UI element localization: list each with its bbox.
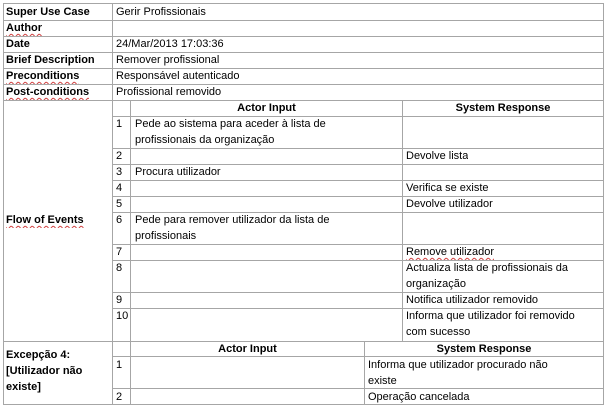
system-response: Notifica utilizador removido xyxy=(406,294,539,306)
system-response: existe xyxy=(368,375,397,387)
actor-input: profissionais da organização xyxy=(135,134,275,146)
step-number: 2 xyxy=(116,150,123,162)
step-number: 9 xyxy=(116,294,123,306)
system-response: com sucesso xyxy=(406,326,471,338)
system-response: Verifica se existe xyxy=(406,182,489,194)
step-number: 1 xyxy=(116,359,123,371)
post-conditions-label: Post-conditions xyxy=(6,86,90,98)
post-conditions-value: Profissional removido xyxy=(116,86,222,98)
step-number: 7 xyxy=(116,246,123,258)
step-number: 1 xyxy=(116,118,123,130)
system-response: Actualiza lista de profissionais da xyxy=(406,262,569,274)
exception-system-response-header: System Response xyxy=(436,343,532,355)
step-number: 3 xyxy=(116,166,123,178)
exception-label-line: Excepção 4: xyxy=(6,349,71,361)
step-number: 5 xyxy=(116,198,123,210)
flow-of-events-label: Flow of Events xyxy=(6,214,84,226)
actor-input: profissionais xyxy=(135,230,197,242)
system-response: organização xyxy=(406,278,466,290)
step-number: 8 xyxy=(116,262,123,274)
preconditions-label: Preconditions xyxy=(6,70,80,82)
system-response: Devolve utilizador xyxy=(406,198,493,210)
date-value: 24/Mar/2013 17:03:36 xyxy=(116,38,224,50)
date-label: Date xyxy=(6,38,30,50)
step-number: 6 xyxy=(116,214,123,226)
step-number: 10 xyxy=(116,310,129,322)
step-number: 2 xyxy=(116,391,123,403)
actor-input: Procura utilizador xyxy=(135,166,221,178)
system-response: Devolve lista xyxy=(406,150,469,162)
super-use-case-label: Super Use Case xyxy=(6,6,90,18)
actor-input: Pede ao sistema para aceder à lista de xyxy=(135,118,326,130)
preconditions-value: Responsável autenticado xyxy=(116,70,240,82)
system-response: Informa que utilizador foi removido xyxy=(406,310,575,322)
actor-input: Pede para remover utilizador da lista de xyxy=(135,214,330,226)
system-response: Informa que utilizador procurado não xyxy=(368,359,548,371)
system-response-header: System Response xyxy=(455,102,551,114)
super-use-case-value: Gerir Profissionais xyxy=(116,6,206,18)
brief-description-label: Brief Description xyxy=(6,54,95,66)
actor-input-header: Actor Input xyxy=(237,102,296,114)
author-label: Author xyxy=(6,22,43,34)
brief-description-value: Remover profissional xyxy=(116,54,220,66)
exception-label-line: existe] xyxy=(6,381,41,393)
exception-label-line: [Utilizador não xyxy=(6,365,83,377)
exception-actor-input-header: Actor Input xyxy=(218,343,277,355)
step-number: 4 xyxy=(116,182,123,194)
system-response: Operação cancelada xyxy=(368,391,470,403)
system-response: Remove utilizador xyxy=(406,246,495,258)
